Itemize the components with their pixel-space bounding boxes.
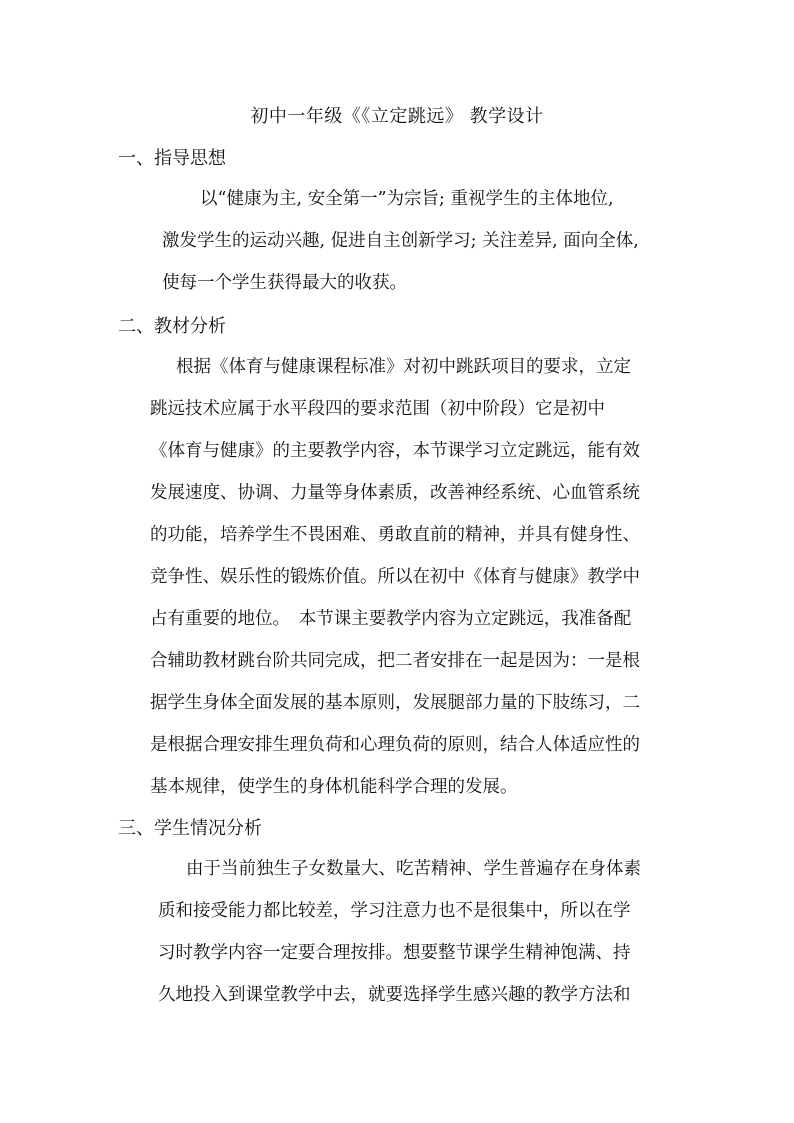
paragraph-line: 基本规律，使学生的身体机能科学合理的发展。	[150, 777, 518, 797]
section-heading-guiding-idea: 一、指导思想	[118, 148, 226, 169]
paragraph-line: 占有重要的地位。 本节课主要教学内容为立定跳远，我准备配	[150, 609, 632, 629]
paragraph-line: 质和接受能力都比较差，学习注意力也不是很集中，所以在学	[158, 901, 631, 921]
paragraph-line: 激发学生的运动兴趣, 促进自主创新学习; 关注差异, 面向全体,	[162, 231, 639, 251]
paragraph-line: 的功能，培养学生不畏困难、勇敢直前的精神，并具有健身性、	[150, 525, 640, 545]
paragraph-line: 习时教学内容一定要合理按排。想要整节课学生精神饱满、持	[158, 943, 631, 963]
paragraph-line: 竞争性、娱乐性的锻炼价值。所以在初中《体育与健康》教学中	[150, 567, 640, 587]
paragraph-line: 《体育与健康》的主要教学内容，本节课学习立定跳远，能有效	[150, 441, 640, 461]
paragraph-line: 使每一个学生获得最大的收获。	[162, 273, 407, 293]
paragraph-line: 合辅助教材跳台阶共同完成，把二者安排在一起是因为：一是根	[150, 651, 640, 671]
paragraph-line: 以“健康为主, 安全第一”为宗旨; 重视学生的主体地位,	[200, 189, 614, 209]
paragraph-line: 跳远技术应属于水平段四的要求范围（初中阶段）它是初中	[150, 399, 605, 419]
paragraph-line: 久地投入到课堂教学中去，就要选择学生感兴趣的教学方法和	[158, 985, 631, 1005]
section-heading-student-analysis: 三、学生情况分析	[118, 818, 262, 839]
paragraph-line: 根据《体育与健康课程标准》对初中跳跃项目的要求，立定	[176, 357, 631, 377]
paragraph-line: 据学生身体全面发展的基本原则，发展腿部力量的下肢练习，二	[150, 693, 640, 713]
section-heading-material-analysis: 二、教材分析	[118, 316, 226, 337]
paragraph-line: 是根据合理安排生理负荷和心理负荷的原则，结合人体适应性的	[150, 735, 640, 755]
paragraph-line: 发展速度、协调、力量等身体素质，改善神经系统、心血管系统	[150, 483, 640, 503]
document-title: 初中一年级《《立定跳远》 教学设计	[250, 106, 544, 127]
paragraph-line: 由于当前独生子女数量大、吃苦精神、学生普遍存在身体素	[186, 859, 641, 879]
